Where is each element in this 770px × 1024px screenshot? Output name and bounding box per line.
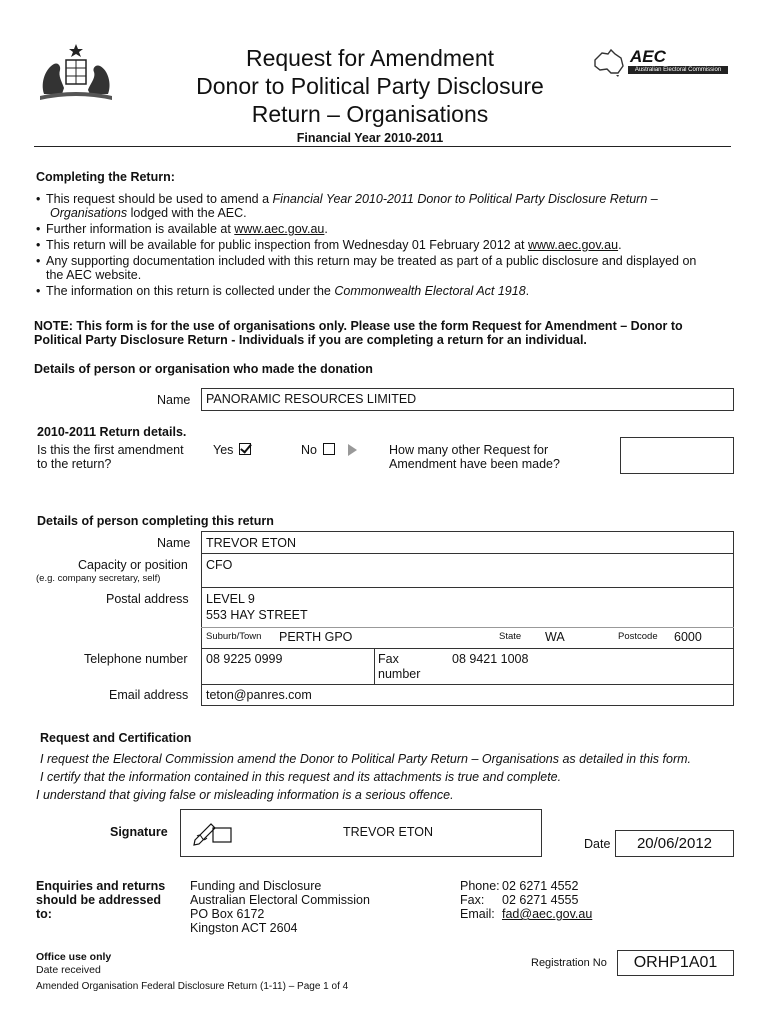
other-amendments-field[interactable] [620,437,734,474]
note-text: NOTE: This form is for the use of organisations only. Please use the form Request for Amendment – Donor to Political Party Disclosure Return - Individuals if you are completing a return for an individual. [34,319,683,347]
no-option[interactable]: No [301,443,335,457]
telephone-field[interactable]: 08 9225 0999 [206,652,283,666]
yes-checkbox[interactable] [239,443,251,455]
certification-line1: I request the Electoral Commission amend the Donor to Political Party Return – Organisations as detailed in this form. [40,752,692,766]
capacity-field[interactable]: CFO [206,558,233,572]
page-title-line3: Return – Organisations [251,101,489,127]
certification-line2: I certify that the information contained in this request and its attachments is true and complete. [40,770,562,784]
postal-address-line1[interactable]: LEVEL 9 [206,592,255,606]
divider [201,684,734,685]
other-amendments-question: How many other Request for Amendment have been made? [389,443,560,471]
state-field[interactable]: WA [545,630,565,644]
aec-website-link[interactable]: www.aec.gov.au [527,238,619,252]
instruction-item: • Any supporting documentation included with this return may be treated as part of a public disclosure and displayed on the AEC website. [34,254,734,282]
signature-pen-icon [193,818,233,846]
email-field[interactable]: teton@panres.com [206,688,312,702]
divider [374,648,375,684]
aec-logo-text: AEC [630,47,666,66]
instruction-item: • The information on this return is collected under the Commonwealth Electoral Act 1918. [34,284,734,298]
capacity-label: Capacity or position [78,558,188,572]
first-amendment-question: Is this the first amendment to the return? [37,443,184,471]
donor-heading: Details of person or organisation who made the donation [34,362,373,376]
divider [201,553,734,554]
signature-label: Signature [110,825,168,839]
divider [201,587,734,588]
telephone-label: Telephone number [84,652,188,666]
header-divider [34,146,731,147]
suburb-field[interactable]: PERTH GPO [279,630,353,644]
signature-name: TREVOR ETON [343,825,434,839]
postcode-field[interactable]: 6000 [674,630,702,644]
certification-heading: Request and Certification [40,731,192,745]
aec-logo-subtitle: Australian Electoral Commission [628,66,728,74]
page-title-line2: Donor to Political Party Disclosure [196,73,544,99]
date-received-label: Date received [36,964,101,976]
donor-name-field[interactable] [201,388,734,411]
instruction-item: • This request should be used to amend a Financial Year 2010-2011 Donor to Political Party Disclosure Return – Organisations lodged with the AEC. [34,192,734,220]
donor-name-value: PANORAMIC RESOURCES LIMITED [206,392,417,406]
instruction-item: • Further information is available at www.aec.gov.au. [34,222,734,236]
instructions-list [34,192,734,300]
suburb-label: Suburb/Town [206,631,262,642]
signature-field[interactable] [180,809,542,857]
no-checkbox[interactable] [323,443,335,455]
office-use-heading: Office use only [36,951,112,963]
postal-address-label: Postal address [106,592,189,606]
page-title-line1: Request for Amendment [245,45,495,71]
donor-name-label: Name [157,393,191,407]
state-label: State [499,631,522,642]
date-label: Date [584,837,611,851]
date-field[interactable] [615,830,734,857]
email-label: Email address [109,688,189,702]
coat-of-arms-logo [34,42,118,104]
instruction-item: • This return will be available for public inspection from Wednesday 01 February 2012 at www.aec.gov.au. [34,238,734,252]
aec-website-link[interactable]: www.aec.gov.au [234,222,325,236]
enquiries-email-link[interactable]: fad@aec.gov.au [502,907,593,921]
completer-name-label: Name [157,536,191,550]
divider [201,627,734,628]
registration-field[interactable] [617,950,734,976]
completing-heading: Completing the Return: [36,170,175,184]
financial-year-subtitle: Financial Year 2010-2011 [296,131,444,145]
page-footer: Amended Organisation Federal Disclosure Return (1-11) – Page 1 of 4 [36,981,349,992]
completer-name-field[interactable]: TREVOR ETON [206,536,297,550]
yes-option[interactable]: Yes [213,443,251,457]
certification-line3: I understand that giving false or misleading information is a serious offence. [36,788,454,802]
return-details-heading: 2010-2011 Return details. [37,425,187,439]
fax-label: Fax number [378,652,421,681]
registration-value: ORHP1A01 [633,954,718,971]
enquiries-address: Funding and Disclosure Australian Electoral Commission PO Box 6172 Kingston ACT 2604 [190,879,370,935]
date-value: 20/06/2012 [636,835,713,852]
postal-address-line2[interactable]: 553 HAY STREET [206,608,308,622]
aec-logo [592,48,732,82]
completer-heading: Details of person completing this return [37,514,274,528]
postcode-label: Postcode [618,631,658,642]
fax-field[interactable]: 08 9421 1008 [452,652,529,666]
enquiries-heading: Enquiries and returns should be addressed to: [36,879,166,921]
divider [201,648,734,649]
registration-label: Registration No [531,957,607,969]
enquiries-contact: Phone: 02 6271 4552 Fax: 02 6271 4555 Email: fad@aec.gov.au [460,879,593,921]
arrow-right-icon [348,444,357,456]
capacity-hint: (e.g. company secretary, self) [36,573,161,584]
